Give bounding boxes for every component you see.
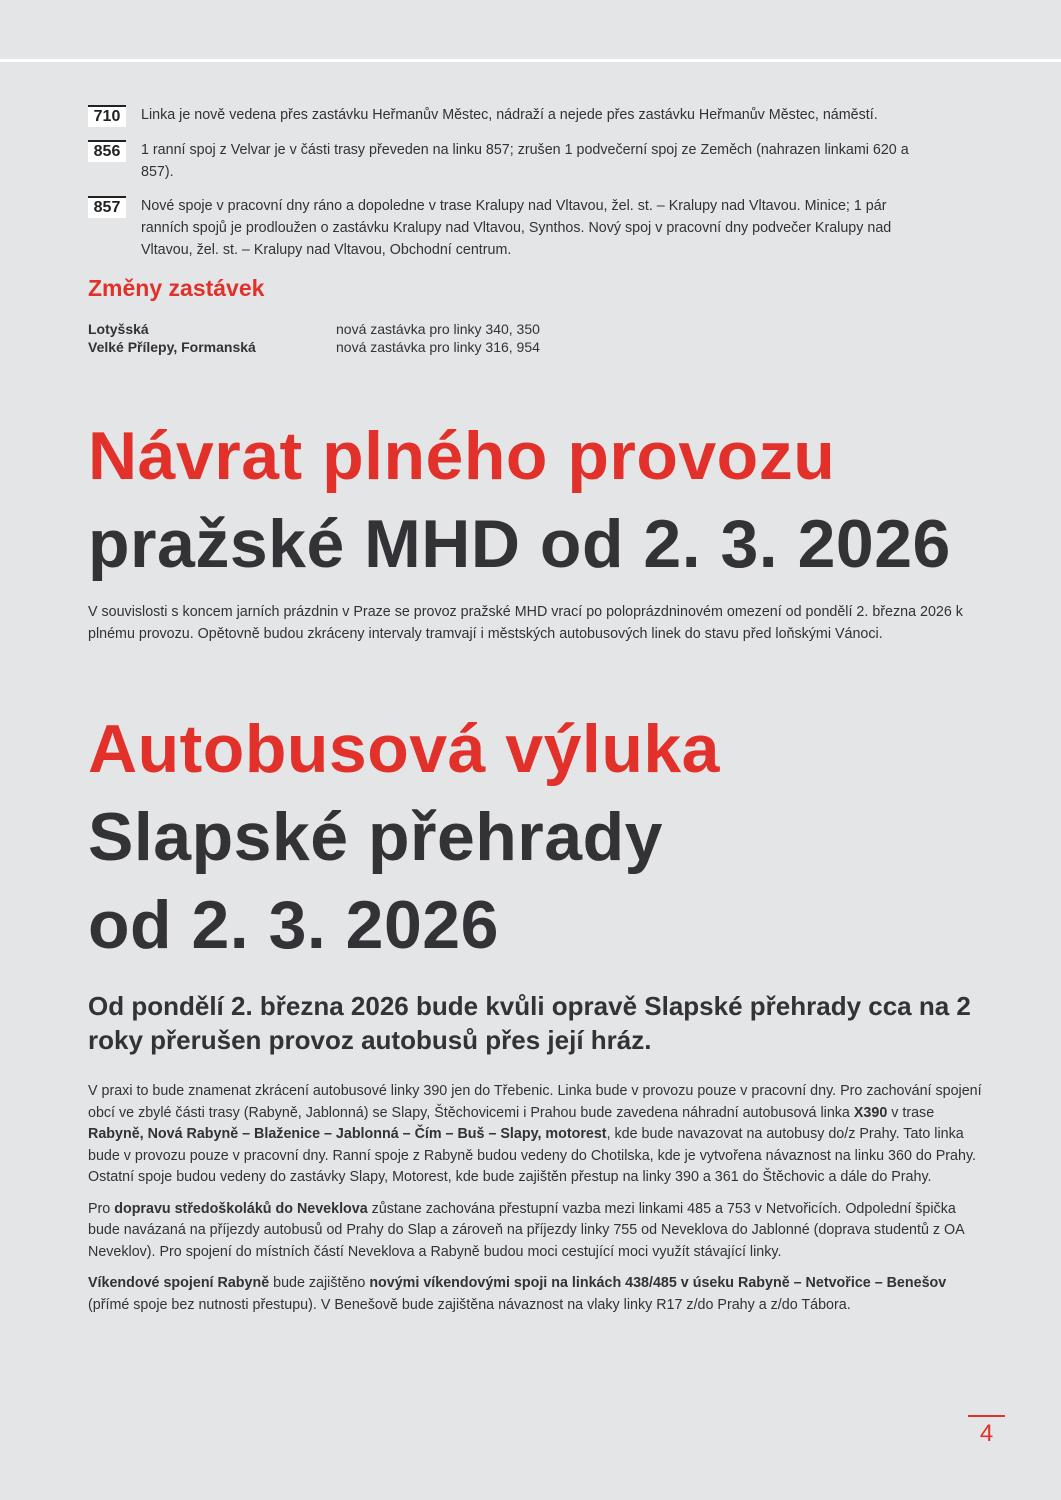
stop-description: nová zastávka pro linky 340, 350	[336, 321, 540, 337]
line-change-text: Nové spoje v pracovní dny ráno a dopoledne v trase Kralupy nad Vltavou, žel. st. – Kralupy nad Vltavou. Minice; 1 pár ranních spojů je prodloužen o zastávku Kralupy nad Vltavou, Synthos. Nový spoj v pracovní dny podvečer Kralupy nad Vltavou, žel. st. – Kralupy nad Vltavou, Obchodní centrum.	[141, 198, 892, 258]
line-change-text: 1 ranní spoj z Velvar je v části trasy převeden na linku 857; zrušen 1 podvečerní spoj ze Zeměch (nahrazen linkami 620 a 857).	[141, 142, 909, 180]
section-title-dark: Slapské přehrady	[88, 799, 663, 875]
section-lead: Od pondělí 2. března 2026 bude kvůli opravě Slapské přehrady cca na 2 roky přerušen provoz autobusů přes její hráz.	[88, 991, 971, 1055]
page-content	[88, 104, 988, 1316]
stop-changes-title: Změny zastávek	[88, 275, 265, 301]
stop-name: Velké Přílepy, Formanská	[88, 339, 256, 355]
page-number: 4	[968, 1415, 1005, 1451]
section-title-red: Autobusová výluka	[88, 711, 720, 787]
top-rule	[0, 59, 1061, 62]
stop-name: Lotyšská	[88, 321, 149, 337]
stop-change-row	[88, 320, 988, 338]
stop-change-row	[88, 338, 988, 356]
line-change-item	[88, 139, 988, 183]
section-paragraph: V praxi to bude znamenat zkrácení autobusové linky 390 jen do Třebenic. Linka bude v provozu pouze v pracovní dny. Pro zachování spojení obcí ve zbylé části trasy (Rabyně, Jablonná) se Slapy, Štěchovicemi i Prahou bude zavedena náhradní autobusová linka X390 v trase Rabyně, Nová Rabyně – Blaženice – Jablonná – Čím – Buš – Slapy, motorest, kde bude navazovat na autobusy do/z Prahy. Tato linka bude v provozu pouze v pracovní dny. Ranní spoje z Rabyně budou vedeny do Chotilska, kde je vytvořena návaznost na linku 360 do Prahy. Ostatní spoje budou vedeny do zastávky Slapy, Motorest, kde bude zajištěn přestup na linky 390 a 361 do Štěchovic a dále do Prahy.	[88, 1083, 982, 1185]
section-paragraph: V souvislosti s koncem jarních prázdnin v Praze se provoz pražské MHD vrací po poloprázdninovém omezení od pondělí 2. března 2026 k plnému provozu. Opětovně budou zkráceny intervaly tramvají i městských autobusových linek do stavu před loňskými Vánoci.	[88, 604, 963, 642]
section-title-dark: od 2. 3. 2026	[88, 887, 499, 963]
section-paragraph: Víkendové spojení Rabyně bude zajištěno novými víkendovými spoji na linkách 438/485 v úseku Rabyně – Netvořice – Benešov (přímé spoje bez nutnosti přestupu). V Benešově bude zajištěna návaznost na vlaky linky R17 z/do Prahy a z/do Tábora.	[88, 1275, 947, 1313]
section-title-dark: pražské MHD od 2. 3. 2026	[88, 506, 951, 582]
line-change-item	[88, 104, 988, 127]
section-paragraph: Pro dopravu středoškoláků do Neveklova zůstane zachována přestupní vazba mezi linkami 485 a 753 v Netvořicích. Odpolední špička bude navázaná na příjezdy autobusů od Prahy do Slap a zároveň na příjezdy linky 755 od Neveklova do Jablonné (doprava studentů z OA Neveklov). Pro spojení do místních částí Neveklova a Rabyně budou moci cestující moci využít stávající linky.	[88, 1200, 964, 1260]
line-number-badge: 710	[88, 105, 126, 127]
section-title-red: Návrat plného provozu	[88, 418, 836, 494]
line-change-text: Linka je nově vedena přes zastávku Heřmanův Městec, nádraží a nejede přes zastávku Heřmanův Městec, náměstí.	[141, 107, 878, 123]
line-change-item	[88, 195, 988, 261]
stop-description: nová zastávka pro linky 316, 954	[336, 339, 540, 355]
line-number-badge: 857	[88, 196, 126, 218]
line-number-badge: 856	[88, 140, 126, 162]
